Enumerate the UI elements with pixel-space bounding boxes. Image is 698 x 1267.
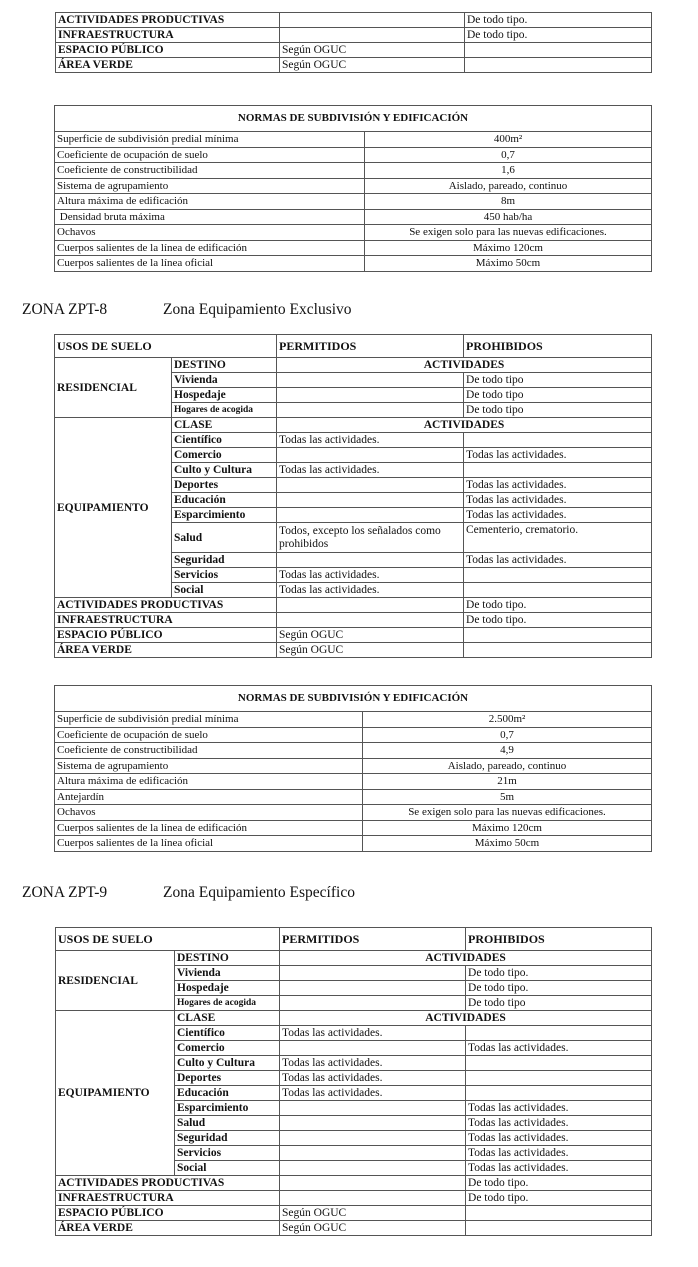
table-row: Salud Todas las actividades. bbox=[56, 1116, 652, 1131]
normas-table-1 bbox=[54, 105, 652, 272]
table-row: Culto y Cultura Todas las actividades. bbox=[55, 463, 652, 478]
table-row: Comercio Todas las actividades. bbox=[55, 448, 652, 463]
top-uses-table bbox=[55, 12, 652, 73]
row-label: ACTIVIDADES PRODUCTIVAS bbox=[56, 13, 280, 28]
table-row: Educación Todas las actividades. bbox=[56, 1086, 652, 1101]
zona-code: ZONA ZPT-9 bbox=[22, 884, 108, 901]
table-row: Científico Todas las actividades. bbox=[55, 433, 652, 448]
table-row: Coeficiente de constructibilidad 1,6 bbox=[55, 163, 652, 179]
table-row: ACTIVIDADES PRODUCTIVAS De todo tipo. bbox=[55, 598, 652, 613]
table-row: Cuerpos salientes de la línea oficial Máximo 50cm bbox=[55, 256, 652, 272]
table-row: Vivienda De todo tipo bbox=[55, 373, 652, 388]
table-row: Deportes Todas las actividades. bbox=[55, 478, 652, 493]
table-row: Hospedaje De todo tipo. bbox=[56, 981, 652, 996]
normas-title: NORMAS DE SUBDIVISIÓN Y EDIFICACIÓN bbox=[55, 686, 652, 712]
table-row: Deportes Todas las actividades. bbox=[56, 1071, 652, 1086]
uses-table-zpt9 bbox=[55, 927, 652, 1236]
table-row: Hogares de acogida De todo tipo bbox=[55, 403, 652, 418]
table-row: Social Todas las actividades. bbox=[55, 583, 652, 598]
table-row: Coeficiente de ocupación de suelo 0,7 bbox=[55, 147, 652, 163]
table-row: Esparcimiento Todas las actividades. bbox=[55, 508, 652, 523]
table-row: Ochavos Se exigen solo para las nuevas edificaciones. bbox=[55, 805, 652, 821]
group-residencial: RESIDENCIAL bbox=[56, 951, 175, 1011]
zona-code: ZONA ZPT-8 bbox=[22, 301, 108, 318]
table-row: RESIDENCIAL DESTINO ACTIVIDADES bbox=[55, 358, 652, 373]
table-row: EQUIPAMIENTO CLASE ACTIVIDADES bbox=[56, 1011, 652, 1026]
group-residencial: RESIDENCIAL bbox=[55, 358, 172, 418]
table-row: ÁREA VERDE Según OGUC bbox=[56, 58, 652, 73]
zona-name: Zona Equipamiento Exclusivo bbox=[163, 301, 352, 318]
table-row: Altura máxima de edificación 8m bbox=[55, 194, 652, 210]
normas-title: NORMAS DE SUBDIVISIÓN Y EDIFICACIÓN bbox=[55, 106, 652, 132]
table-row: Superficie de subdivisión predial mínima 2.500m² bbox=[55, 712, 652, 728]
table-row: Sistema de agrupamiento Aislado, pareado, continuo bbox=[55, 758, 652, 774]
table-row: ESPACIO PÚBLICO Según OGUC bbox=[56, 1206, 652, 1221]
table-row: Cuerpos salientes de la línea oficial Máximo 50cm bbox=[55, 836, 652, 852]
group-equipamiento: EQUIPAMIENTO bbox=[56, 1011, 175, 1176]
table-row: Culto y Cultura Todas las actividades. bbox=[56, 1056, 652, 1071]
table-row: Hogares de acogida De todo tipo bbox=[56, 996, 652, 1011]
normas-title-row bbox=[55, 686, 652, 712]
table-row: Vivienda De todo tipo. bbox=[56, 966, 652, 981]
table-row: Científico Todas las actividades. bbox=[56, 1026, 652, 1041]
table-row: INFRAESTRUCTURA De todo tipo. bbox=[56, 1191, 652, 1206]
table-row: Antejardín 5m bbox=[55, 789, 652, 805]
zona-heading-zpt8 bbox=[22, 301, 352, 319]
table-row: Ochavos Se exigen solo para las nuevas edificaciones. bbox=[55, 225, 652, 241]
table-row: ESPACIO PÚBLICO Según OGUC bbox=[56, 43, 652, 58]
zona-heading-zpt9 bbox=[22, 884, 355, 902]
table-row: Sistema de agrupamiento Aislado, pareado, continuo bbox=[55, 178, 652, 194]
table-row: Hospedaje De todo tipo bbox=[55, 388, 652, 403]
table-row: Altura máxima de edificación 21m bbox=[55, 774, 652, 790]
table-row: Comercio Todas las actividades. bbox=[56, 1041, 652, 1056]
uses-table-zpt8 bbox=[54, 334, 652, 658]
table-row: ACTIVIDADES PRODUCTIVAS De todo tipo. bbox=[56, 13, 652, 28]
table-row: Educación Todas las actividades. bbox=[55, 493, 652, 508]
table-row: ÁREA VERDE Según OGUC bbox=[56, 1221, 652, 1236]
table-row: Seguridad Todas las actividades. bbox=[56, 1131, 652, 1146]
table-row: INFRAESTRUCTURA De todo tipo. bbox=[56, 28, 652, 43]
table-row: Servicios Todas las actividades. bbox=[56, 1146, 652, 1161]
table-row: Social Todas las actividades. bbox=[56, 1161, 652, 1176]
group-equipamiento: EQUIPAMIENTO bbox=[55, 418, 172, 598]
table-row: ACTIVIDADES PRODUCTIVAS De todo tipo. bbox=[56, 1176, 652, 1191]
table-row: Seguridad Todas las actividades. bbox=[55, 553, 652, 568]
table-row: ÁREA VERDE Según OGUC bbox=[55, 643, 652, 658]
table-row: RESIDENCIAL DESTINO ACTIVIDADES bbox=[56, 951, 652, 966]
row-label: INFRAESTRUCTURA bbox=[56, 28, 280, 43]
normas-table-2 bbox=[54, 685, 652, 852]
table-row: Cuerpos salientes de la línea de edificación Máximo 120cm bbox=[55, 820, 652, 836]
table-row: Coeficiente de constructibilidad 4,9 bbox=[55, 743, 652, 759]
normas-title-row bbox=[55, 106, 652, 132]
table-row: Densidad bruta máxima 450 hab/ha bbox=[55, 209, 652, 225]
table-row: Esparcimiento Todas las actividades. bbox=[56, 1101, 652, 1116]
uses-header-row: USOS DE SUELO PERMITIDOS PROHIBIDOS bbox=[56, 928, 652, 951]
table-row: EQUIPAMIENTO CLASE ACTIVIDADES bbox=[55, 418, 652, 433]
row-label: ESPACIO PÚBLICO bbox=[56, 43, 280, 58]
row-label: ÁREA VERDE bbox=[56, 58, 280, 73]
table-row: Servicios Todas las actividades. bbox=[55, 568, 652, 583]
table-row: ESPACIO PÚBLICO Según OGUC bbox=[55, 628, 652, 643]
table-row: Superficie de subdivisión predial mínima 400m² bbox=[55, 132, 652, 148]
zona-name: Zona Equipamiento Específico bbox=[163, 884, 355, 901]
table-row: Coeficiente de ocupación de suelo 0,7 bbox=[55, 727, 652, 743]
uses-header-row: USOS DE SUELO PERMITIDOS PROHIBIDOS bbox=[55, 335, 652, 358]
table-row: Salud Todos, excepto los señalados como prohibidos Cementerio, crematorio. bbox=[55, 523, 652, 553]
table-row: Cuerpos salientes de la línea de edificación Máximo 120cm bbox=[55, 240, 652, 256]
table-row: INFRAESTRUCTURA De todo tipo. bbox=[55, 613, 652, 628]
